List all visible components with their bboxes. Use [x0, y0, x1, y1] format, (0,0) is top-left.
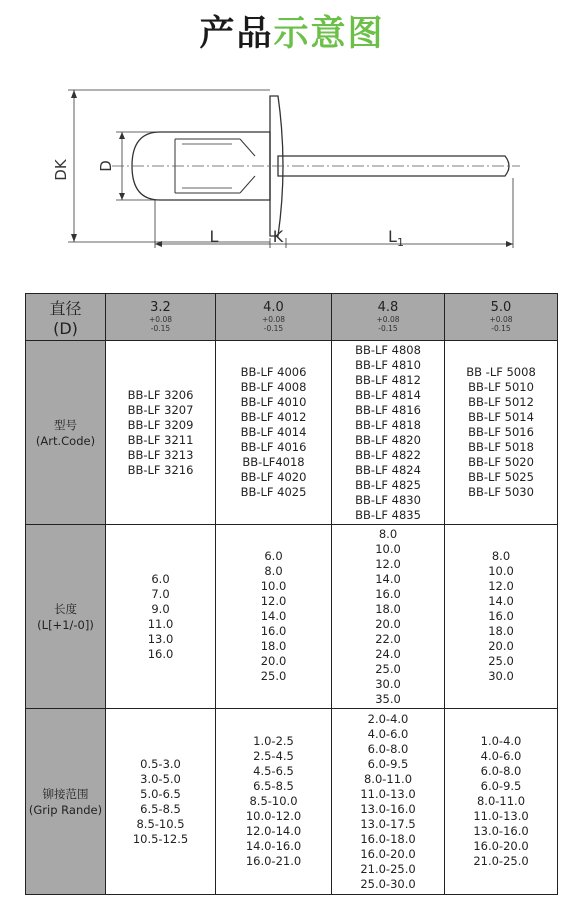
list-item: 11.0-13.0 — [473, 809, 529, 823]
list-item: BB-LF 3207 — [127, 402, 194, 417]
code-row-label — [26, 341, 106, 525]
list-item: 8.0 — [378, 526, 398, 541]
list-item: 11.0 — [147, 616, 174, 631]
grip-label-line2: (Grip Rande) — [28, 802, 103, 817]
list-item: 1.0-2.5 — [253, 734, 294, 748]
list-item: BB-LF 4025 — [240, 485, 307, 499]
grip-list — [332, 712, 444, 892]
header-label-line1: 直径 — [49, 299, 82, 318]
tolerance-plus: +0.08 — [149, 315, 172, 324]
list-item: BB-LF 4814 — [355, 387, 421, 402]
list-item: 16.0 — [375, 586, 401, 601]
code-row — [26, 341, 558, 525]
list-item: 7.0 — [151, 586, 170, 601]
list-item: 13.0-16.0 — [473, 824, 529, 838]
list-item: BB-LF 4014 — [240, 425, 307, 439]
header-label-line2: (D) — [53, 319, 78, 338]
list-item: BB-LF 5030 — [468, 485, 534, 499]
list-item: 16.0-18.0 — [360, 831, 416, 846]
list-item: BB-LF 3216 — [127, 462, 194, 477]
list-item: 14.0-16.0 — [245, 839, 302, 853]
length-list — [106, 572, 215, 662]
code-list — [332, 343, 444, 523]
list-item: BB-LF 4835 — [355, 507, 421, 522]
list-item: 16.0 — [147, 646, 174, 661]
list-item: 16.0-21.0 — [245, 854, 302, 868]
grip-list — [216, 734, 331, 869]
list-item: 13.0 — [147, 631, 174, 646]
list-item: 12.0 — [260, 594, 287, 608]
list-item: 25.0 — [260, 669, 287, 683]
diameter-cell — [445, 294, 558, 341]
grip-cell — [332, 709, 445, 895]
list-item: 25.0 — [488, 654, 514, 668]
grip-cell — [106, 709, 216, 895]
title-part1: 产品 — [199, 14, 274, 54]
list-item: 6.0-9.5 — [367, 756, 409, 771]
list-item: 24.0 — [375, 646, 401, 661]
code-cell — [216, 341, 332, 525]
list-item: BB-LF 3213 — [127, 447, 194, 462]
list-item: 6.0 — [264, 549, 283, 563]
list-item: BB-LF 5010 — [468, 380, 534, 394]
list-item: 4.0-6.0 — [480, 749, 522, 763]
list-item: BB-LF 3209 — [127, 417, 194, 432]
list-item: BB-LF 5014 — [468, 410, 534, 424]
list-item: BB -LF 5008 — [466, 365, 536, 379]
list-item: BB-LF 4830 — [355, 492, 421, 507]
list-item: BB-LF 4808 — [355, 342, 421, 357]
code-list — [445, 365, 557, 500]
tolerance-minus: -0.15 — [491, 324, 511, 333]
list-item: BB-LF4018 — [242, 455, 305, 469]
list-item: 6.0-8.0 — [367, 741, 409, 756]
label-l1-main: L — [388, 227, 397, 246]
list-item: 25.0 — [375, 661, 401, 676]
list-item: 25.0-30.0 — [360, 876, 416, 891]
list-item: BB-LF 4810 — [355, 357, 421, 372]
list-item: BB-LF 4812 — [355, 372, 421, 387]
list-item: BB-LF 5025 — [468, 470, 534, 484]
list-item: 2.0-4.0 — [367, 711, 409, 726]
list-item: 1.0-4.0 — [480, 734, 522, 748]
tolerance-plus: +0.08 — [489, 315, 513, 324]
list-item: BB-LF 5012 — [468, 395, 534, 409]
list-item: 12.0 — [375, 556, 401, 571]
grip-list — [445, 734, 557, 869]
list-item: BB-LF 5016 — [468, 425, 534, 439]
list-item: 22.0 — [375, 631, 401, 646]
list-item: 21.0-25.0 — [360, 861, 416, 876]
grip-list — [106, 757, 215, 847]
list-item: 8.0 — [264, 564, 283, 578]
list-item: 18.0 — [260, 639, 287, 653]
diameter-cell — [216, 294, 332, 341]
list-item: BB-LF 4020 — [240, 470, 307, 484]
header-row — [26, 294, 558, 341]
list-item: 8.0 — [491, 549, 511, 563]
list-item: BB-LF 4822 — [355, 447, 421, 462]
diameter-value: 5.0 — [490, 300, 512, 315]
tolerance-minus: -0.15 — [378, 324, 398, 333]
list-item: 35.0 — [375, 691, 401, 706]
list-item: 21.0-25.0 — [473, 854, 529, 868]
list-item: BB-LF 4016 — [240, 440, 307, 454]
list-item: 16.0 — [260, 624, 287, 638]
diameter-value: 3.2 — [150, 300, 171, 315]
grip-cell — [445, 709, 558, 895]
grip-row-label — [26, 709, 106, 895]
list-item: 10.0 — [260, 579, 287, 593]
list-item: 12.0 — [488, 579, 514, 593]
list-item: 10.0 — [375, 541, 401, 556]
list-item: 0.5-3.0 — [140, 756, 181, 771]
list-item: BB-LF 4820 — [355, 432, 421, 447]
list-item: 16.0-20.0 — [360, 846, 416, 861]
code-cell — [332, 341, 445, 525]
list-item: 13.0-16.0 — [360, 801, 416, 816]
grip-cell — [216, 709, 332, 895]
label-dk: DK — [52, 159, 70, 181]
list-item: 6.0-8.0 — [480, 764, 522, 778]
list-item: BB-LF 4008 — [240, 380, 307, 394]
tolerance-plus: +0.08 — [376, 315, 400, 324]
list-item: 30.0 — [375, 676, 401, 691]
list-item: 11.0-13.0 — [360, 786, 416, 801]
spec-table — [25, 293, 558, 895]
list-item: 8.5-10.0 — [249, 794, 298, 808]
list-item: 6.5-8.5 — [140, 801, 181, 816]
list-item: 20.0 — [375, 616, 401, 631]
length-cell — [445, 525, 558, 709]
list-item: BB-LF 4010 — [240, 395, 307, 409]
grip-label-line1: 铆接范围 — [42, 786, 89, 801]
code-cell — [106, 341, 216, 525]
list-item: 9.0 — [151, 601, 170, 616]
tolerance-minus: -0.15 — [263, 324, 284, 333]
length-row-label — [26, 525, 106, 709]
list-item: 4.5-6.5 — [253, 764, 294, 778]
list-item: BB-LF 4006 — [240, 365, 307, 379]
list-item: 14.0 — [488, 594, 514, 608]
label-k: K — [272, 227, 284, 246]
header-label — [26, 294, 106, 341]
list-item: 20.0 — [488, 639, 514, 653]
list-item: 18.0 — [488, 624, 514, 638]
list-item: 12.0-14.0 — [245, 824, 302, 838]
diameter-cell — [332, 294, 445, 341]
code-list — [106, 388, 215, 478]
label-d: D — [97, 160, 115, 172]
list-item: 4.0-6.0 — [367, 726, 409, 741]
list-item: 16.0 — [488, 609, 514, 623]
list-item: 14.0 — [260, 609, 287, 623]
diameter-cell — [106, 294, 216, 341]
list-item: BB-LF 5018 — [468, 440, 534, 454]
list-item: 2.5-4.5 — [253, 749, 294, 763]
list-item: 6.0 — [151, 571, 170, 586]
list-item: BB-LF 3206 — [127, 387, 194, 402]
label-l: L — [209, 227, 219, 246]
list-item: BB-LF 3211 — [127, 432, 194, 447]
length-list — [216, 549, 331, 684]
list-item: 6.5-8.5 — [253, 779, 294, 793]
length-cell — [332, 525, 445, 709]
length-cell — [216, 525, 332, 709]
code-label-line2: (Art.Code) — [35, 433, 96, 448]
tolerance-minus: -0.15 — [150, 324, 171, 333]
page-title — [0, 6, 584, 56]
list-item: BB-LF 4824 — [355, 462, 421, 477]
length-list — [445, 549, 557, 684]
list-item: BB-LF 4012 — [240, 410, 307, 424]
list-item: BB-LF 5020 — [468, 455, 534, 469]
list-item: 16.0-20.0 — [473, 839, 529, 853]
list-item: BB-LF 4825 — [355, 477, 421, 492]
list-item: 5.0-6.5 — [140, 786, 181, 801]
length-cell — [106, 525, 216, 709]
list-item: 8.0-11.0 — [476, 794, 526, 808]
list-item: 8.5-10.5 — [136, 816, 185, 831]
tolerance-plus: +0.08 — [262, 315, 285, 324]
length-list — [332, 527, 444, 707]
list-item: 20.0 — [260, 654, 287, 668]
list-item: 18.0 — [375, 601, 401, 616]
list-item: BB-LF 4818 — [355, 417, 421, 432]
code-list — [216, 365, 331, 500]
list-item: 14.0 — [375, 571, 401, 586]
label-l1-sub: 1 — [396, 236, 404, 249]
list-item: 13.0-17.5 — [360, 816, 416, 831]
length-label-line2: (L[+1/-0]) — [37, 617, 94, 632]
grip-row — [26, 709, 558, 895]
list-item: 8.0-11.0 — [363, 771, 413, 786]
code-label-line1: 型号 — [54, 417, 77, 432]
list-item: 10.0 — [488, 564, 514, 578]
length-row — [26, 525, 558, 709]
label-l1 — [388, 227, 404, 249]
title-part2: 示意图 — [273, 14, 385, 54]
list-item: 30.0 — [488, 669, 514, 683]
code-cell — [445, 341, 558, 525]
diameter-value: 4.8 — [377, 300, 399, 315]
list-item: 10.0-12.0 — [245, 809, 302, 823]
rivet-diagram — [0, 60, 584, 290]
list-item: 3.0-5.0 — [140, 771, 181, 786]
list-item: 10.5-12.5 — [132, 831, 189, 846]
length-label-line1: 长度 — [54, 601, 77, 616]
list-item: 6.0-9.5 — [480, 779, 522, 793]
list-item: BB-LF 4816 — [355, 402, 421, 417]
diameter-value: 4.0 — [263, 300, 284, 315]
